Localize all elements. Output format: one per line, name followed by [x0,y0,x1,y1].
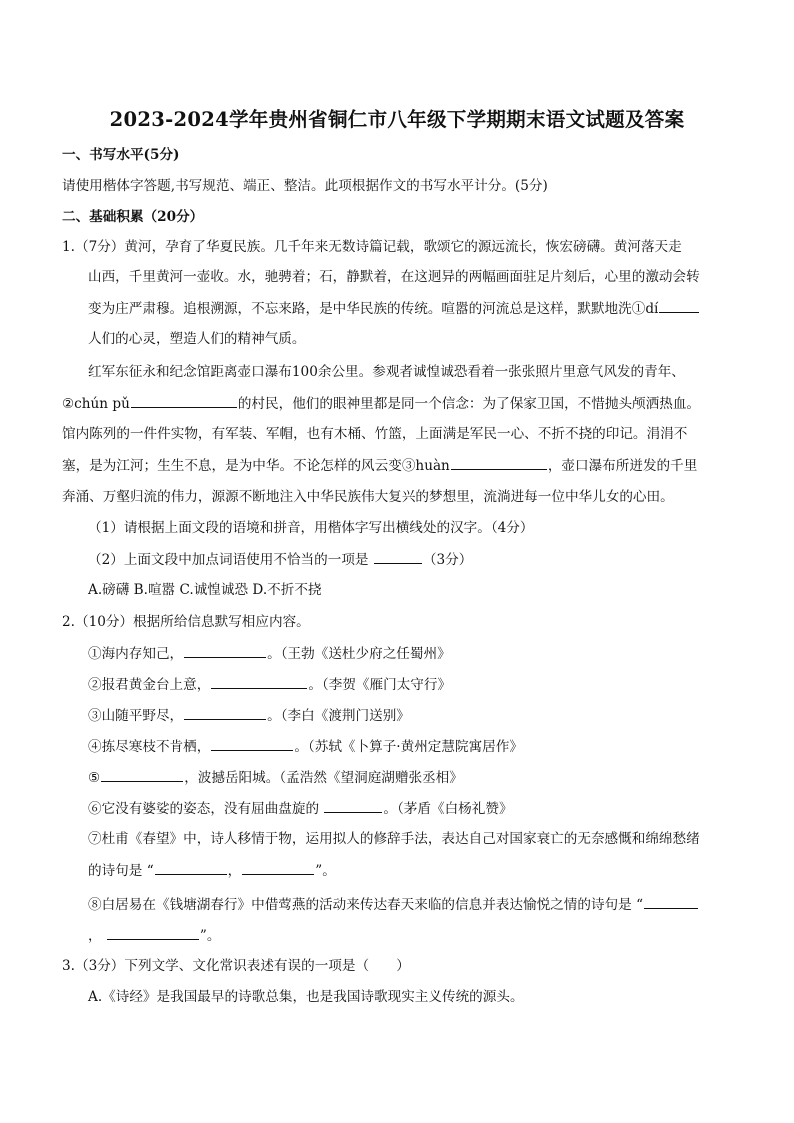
q1-p2-line3: 馆内陈列的一件件实物，有军装、军帽，也有木桶、竹篮，上面满是军民一心、不折不挠的印记。涓涓不 [62,426,688,442]
q2-item1-post: 。（王勃《送杜少府之任蜀州》 [267,646,451,662]
q1-p1-line4: 人们的心灵，塑造人们的精神气质。 [88,331,306,347]
q2-item4 [88,737,523,756]
q1-p2-line4 [62,456,697,475]
q2-item5-pre: ⑤ [88,770,101,786]
q1-p2-line4-rest: ，壶口瀑布所迸发的千里 [547,458,698,474]
answer-blank-q2-8b[interactable] [107,926,199,940]
section1-heading: 一、书写水平(5分) [62,147,180,163]
q1-p2-line2-rest: 的村民，他们的眼神里都是同一个信念：为了保家卫国，不惜抛头颅洒热血。 [237,396,701,412]
q2-item4-post: 。（苏轼《卜算子·黄州定慧院寓居作》 [294,739,523,755]
q2-item5-post: ，波撼岳阳城。（孟浩然《望洞庭湖赠张丞相》 [184,770,463,786]
answer-blank-q2-3[interactable] [184,706,266,720]
section1-text: 请使用楷体字答题,书写规范、端正、整洁。此项根据作文的书写水平计分。(5分) [62,178,548,194]
answer-blank-q1-2[interactable] [374,550,422,564]
q1-sub1: （1）请根据上面文段的语境和拼音，用楷体字写出横线处的汉字。（4分） [88,520,534,536]
answer-blank-q2-4[interactable] [211,737,293,751]
answer-blank-q2-5[interactable] [101,768,183,782]
q2-item3 [88,706,410,725]
q2-item7-mid: ， [227,863,242,879]
pinyin-2: ②chún pǔ [62,396,130,412]
q2-stem: 2.（10分）根据所给信息默写相应内容。 [62,614,310,630]
answer-blank-q2-8a[interactable] [644,895,698,909]
q2-item8-text: ⑧白居易在《钱塘湖春行》中借莺燕的活动来传达春天来临的信息并表达愉悦之情的诗句是 “ [88,897,644,913]
q2-item8-line2 [88,926,220,945]
q2-item7-post: ”。 [315,863,336,879]
q1-p1-line3-text: 变为庄严肃穆。追根溯源，不忘来路，是中华民族的传统。喧嚣的河流总是这样，默默地洗①dí [88,301,659,317]
answer-blank-q2-7a[interactable] [155,861,227,875]
q2-item3-pre: ③山随平野尽， [88,708,184,724]
answer-blank-q2-7b[interactable] [242,861,314,875]
answer-blank-q2-1[interactable] [184,644,266,658]
q2-item5 [88,768,463,787]
q2-item6-post: 。（茅盾《白杨礼赞》 [383,801,513,817]
q1-p2-line5: 奔涌、万壑归流的伟力，源源不断地注入中华民族伟大复兴的梦想里，流淌进每一位中华儿女的心田。 [62,489,674,505]
q2-item6 [88,799,513,818]
q2-item4-pre: ④拣尽寒枝不肯栖， [88,739,211,755]
q2-item2 [88,675,451,694]
q1-sub2-score: （3分） [422,552,473,568]
q1-p1-line1: 1.（7分）黄河，孕育了华夏民族。几千年来无数诗篇记载，歌颂它的源远流长，恢宏磅礴。黄河落天走 [62,239,682,255]
q1-p2-line1: 红军东征永和纪念馆距离壶口瀑布100余公里。参观者诚惶诚恐看着一张张照片里意气风发的青年、 [88,364,685,380]
answer-blank-1[interactable] [659,299,699,313]
answer-blank-q2-2[interactable] [211,675,307,689]
q1-options: A.磅礴 B.喧嚣 C.诚惶诚恐 D.不折不挠 [88,582,322,598]
q2-item2-post: 。（李贺《雁门太守行》 [308,677,452,693]
q2-item6-pre: ⑥它没有婆娑的姿态，没有屈曲盘旋的 [88,801,320,817]
page-title: 2023-2024学年贵州省铜仁市八年级下学期期末语文试题及答案 [109,108,685,131]
q3-option-a: A.《诗经》是我国最早的诗歌总集，也是我国诗歌现实主义传统的源头。 [88,989,524,1005]
q1-p1-line3 [88,299,700,318]
q3-stem: 3.（3分）下列文学、文化常识表述有误的一项是（ ） [62,958,410,974]
q2-item7-line1: ⑦杜甫《春望》中，诗人移情于物，运用拟人的修辞手法，表达自己对国家衰亡的无奈感慨和绵绵愁绪 [88,831,700,847]
answer-blank-q2-6[interactable] [324,799,382,813]
q2-item7-pre: 的诗句是 “ [88,863,154,879]
q2-item7-line2 [88,861,336,880]
q2-item3-post: 。（李白《渡荆门送别》 [267,708,410,724]
q2-item1-pre: ①海内存知己， [88,646,184,662]
q1-sub2 [88,550,472,569]
q2-item8-line1 [88,895,699,914]
q2-item8-pre: ， [88,928,102,944]
section2-heading: 二、基础积累（20分） [62,209,204,225]
q2-item8-post: ”。 [199,928,221,944]
q2-item2-pre: ②报君黄金台上意， [88,677,211,693]
q1-p2-line2 [62,394,700,413]
q1-p2-line4-text: 塞，是为江河；生生不息，是为中华。不论怎样的风云变③huàn [62,458,450,474]
q1-p1-line2: 山西，千里黄河一壶收。水，驰骋着；石，静默着，在这迥异的两幅画面驻足片刻后，心里的激动会转 [88,269,700,285]
answer-blank-3[interactable] [451,456,547,470]
answer-blank-2[interactable] [131,394,237,408]
q1-sub2-text: （2）上面文段中加点词语使用不恰当的一项是 [88,552,369,568]
q2-item1 [88,644,451,663]
